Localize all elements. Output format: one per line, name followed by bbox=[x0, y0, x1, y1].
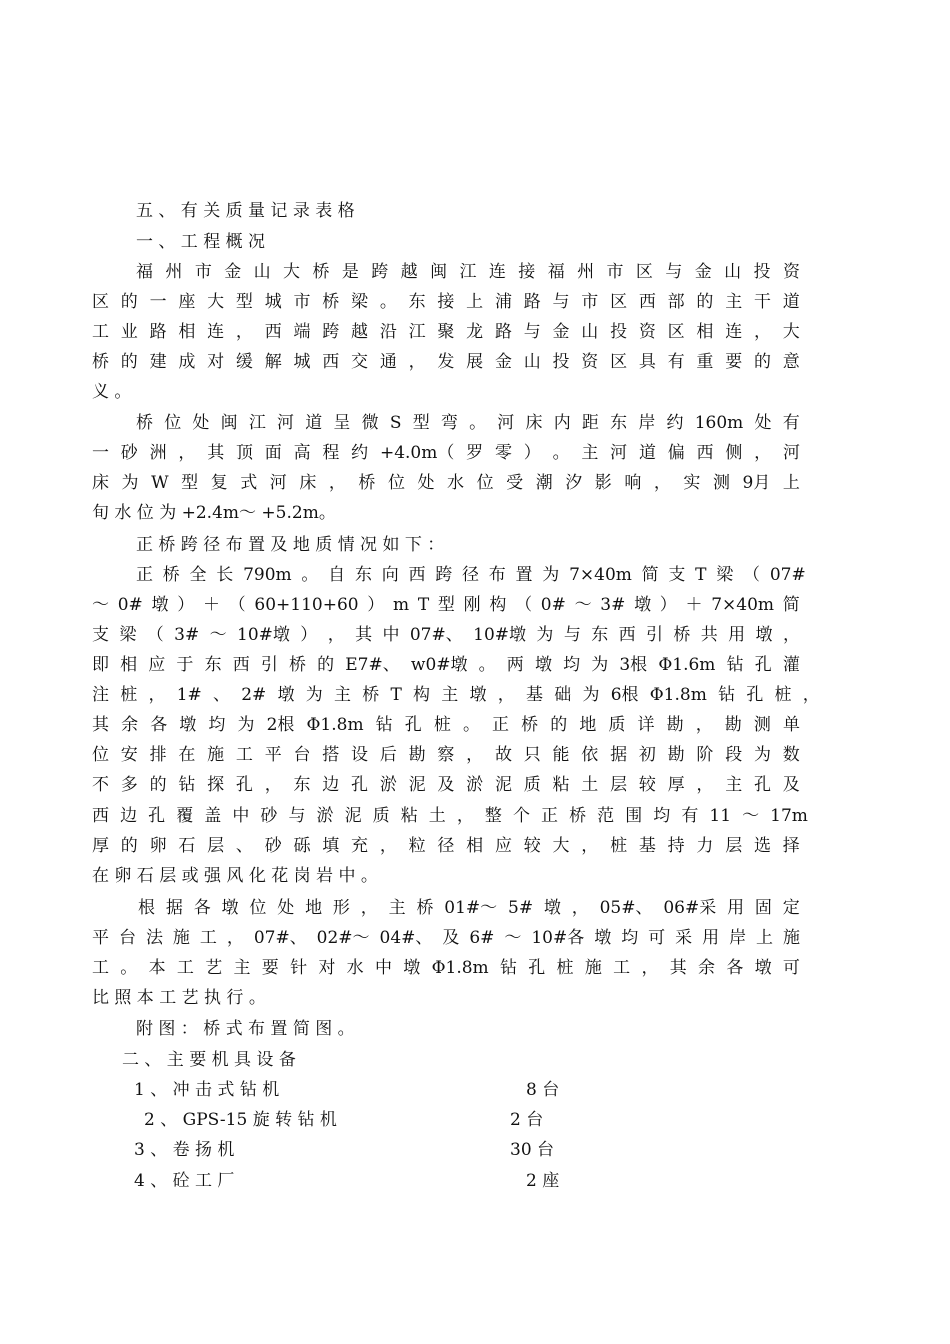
heading-quality-records: 五 、 有 关 质 量 记 录 表 格 bbox=[136, 201, 355, 221]
equipment-quantity: 2 台 bbox=[510, 1110, 544, 1130]
text-line: 其 余 各 墩 均 为 2根 Φ1.8m 钻 孔 桩 。 正 桥 的 地 质 详 勘 ， 勘 测 单 bbox=[92, 715, 800, 735]
text-line: 在 卵 石 层 或 强 风 化 花 岗 岩 中 。 bbox=[92, 866, 378, 886]
text-line: ～ 0# 墩 ） ＋ （ 60+110+60 ） m T 型 刚 构 （ 0# ～ 3# 墩 ） ＋ 7×40m 简 bbox=[92, 595, 800, 615]
text-line: 工 。 本 工 艺 主 要 针 对 水 中 墩 Φ1.8m 钻 孔 桩 施 工 ， 其 余 各 墩 可 bbox=[92, 958, 800, 978]
text-line: 平 台 法 施 工 ， 07#、 02#～ 04#、 及 6# ～ 10#各 墩 均 可 采 用 岸 上 施 bbox=[92, 928, 800, 948]
text-line: 义 。 bbox=[92, 382, 132, 402]
heading-main-equipment: 二 、 主 要 机 具 设 备 bbox=[122, 1050, 296, 1070]
text-line: 床 为 W 型 复 式 河 床 ， 桥 位 处 水 位 受 潮 汐 影 响 ， 实 测 9月 上 bbox=[92, 473, 800, 493]
subheading-span-layout: 正 桥 跨 径 布 置 及 地 质 情 况 如 下 ： bbox=[136, 535, 445, 555]
text-line: 福 州 市 金 山 大 桥 是 跨 越 闽 江 连 接 福 州 市 区 与 金 山 投 资 bbox=[136, 262, 800, 282]
text-line: 即 相 应 于 东 西 引 桥 的 E7#、 w0#墩 。 两 墩 均 为 3根 Φ1.6m 钻 孔 灌 bbox=[92, 655, 800, 675]
equipment-name: 3 、 卷 扬 机 bbox=[134, 1140, 235, 1160]
equipment-quantity: 2 座 bbox=[526, 1171, 560, 1191]
text-line: 不 多 的 钻 探 孔 ， 东 边 孔 淤 泥 及 淤 泥 质 粘 土 层 较 厚 ， 主 孔 及 bbox=[92, 775, 800, 795]
text-line: 桥 的 建 成 对 缓 解 城 西 交 通 ， 发 展 金 山 投 资 区 具 有 重 要 的 意 bbox=[92, 352, 800, 372]
equipment-quantity: 30 台 bbox=[510, 1140, 555, 1160]
heading-project-overview: 一 、 工 程 概 况 bbox=[136, 232, 266, 252]
text-line: 根 据 各 墩 位 处 地 形 ， 主 桥 01#～ 5# 墩 ， 05#、 06#采 用 固 定 bbox=[138, 898, 800, 918]
text-line: 支 梁 （ 3# ～ 10#墩 ） ， 其 中 07#、 10#墩 为 与 东 西 引 桥 共 用 墩 ， bbox=[92, 625, 800, 645]
text-line: 工 业 路 相 连 ， 西 端 跨 越 沿 江 聚 龙 路 与 金 山 投 资 区 相 连 ， 大 bbox=[92, 322, 800, 342]
equipment-name: 1 、 冲 击 式 钻 机 bbox=[134, 1080, 280, 1100]
equipment-name: 2 、 GPS-15 旋 转 钻 机 bbox=[144, 1110, 337, 1130]
text-line: 厚 的 卵 石 层 、 砂 砾 填 充 ， 粒 径 相 应 较 大 ， 桩 基 持 力 层 选 择 bbox=[92, 836, 800, 856]
equipment-quantity: 8 台 bbox=[526, 1080, 560, 1100]
equipment-name: 4 、 砼 工 厂 bbox=[134, 1171, 235, 1191]
text-line: 位 安 排 在 施 工 平 台 搭 设 后 勘 察 ， 故 只 能 依 据 初 勘 阶 段 为 数 bbox=[92, 745, 800, 765]
text-line: 比 照 本 工 艺 执 行 。 bbox=[92, 988, 266, 1008]
text-line: 桥 位 处 闽 江 河 道 呈 微 S 型 弯 。 河 床 内 距 东 岸 约 160m 处 有 bbox=[136, 413, 800, 433]
appendix-note: 附 图 ： 桥 式 布 置 简 图 。 bbox=[136, 1019, 355, 1039]
text-line: 西 边 孔 覆 盖 中 砂 与 淤 泥 质 粘 土 ， 整 个 正 桥 范 围 均 有 11 ～ 17m bbox=[92, 806, 808, 826]
text-line: 一 砂 洲 ， 其 顶 面 高 程 约 +4.0m（ 罗 零 ） 。 主 河 道 偏 西 侧 ， 河 bbox=[92, 443, 800, 463]
text-line: 注 桩 ， 1# 、 2# 墩 为 主 桥 T 构 主 墩 ， 基 础 为 6根 Φ1.8m 钻 孔 桩 ， bbox=[92, 685, 820, 705]
text-line: 区 的 一 座 大 型 城 市 桥 梁 。 东 接 上 浦 路 与 市 区 西 部 的 主 干 道 bbox=[92, 292, 800, 312]
text-line: 旬 水 位 为 +2.4m～ +5.2m。 bbox=[92, 503, 336, 523]
text-line: 正 桥 全 长 790m 。 自 东 向 西 跨 径 布 置 为 7×40m 简 支 T 梁 （ 07# bbox=[136, 565, 806, 585]
